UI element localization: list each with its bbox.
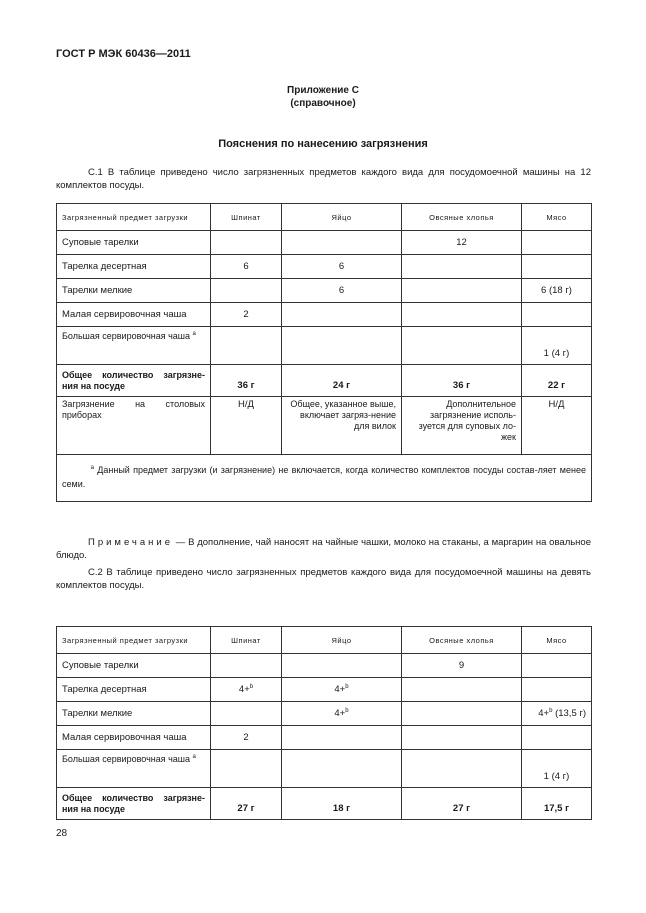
table-row: Тарелки мелкие 4+$^b$ 4+$^b$ (13,5 г) — [57, 702, 592, 726]
note-text: — В дополнение, чай наносят на чайные чашки, молоко на стаканы, а маргарин на овальное блюдо. — [56, 537, 591, 561]
footnote-text: Данный предмет загрузки (и загрязнение) не включается, когда количество комплектов посуды состав-ляет менее семи. — [62, 465, 586, 489]
col-header-item: Загрязненный предмет загрузки — [57, 627, 211, 654]
table-row: Большая сервировочная чаша $^a$ 1 (4 г) — [57, 750, 592, 788]
appendix-heading — [0, 84, 646, 110]
table-total-row: Общее количество загрязне-ния на посуде 36 г 24 г 36 г 22 г — [57, 365, 592, 397]
table-row: Малая сервировочная чаша 2 — [57, 303, 592, 327]
page-number: 28 — [56, 828, 68, 839]
col-header-meat: Мясо — [522, 627, 592, 654]
doc-header: ГОСТ Р МЭК 60436—2011 — [56, 48, 191, 60]
table-cutlery-row: Загрязнение на столовых приборах Н/Д Общее, указанное выше, включает загряз-нение для вилок Дополнительное загрязнение исполь-зуется для суповых ло-жек Н/Д — [57, 397, 592, 455]
col-header-oats: Овсяные хлопья — [402, 627, 522, 654]
table-row: Тарелка десертная 4+$^b$ 4+$^b$ — [57, 678, 592, 702]
table-row: Тарелка десертная 6 6 — [57, 255, 592, 279]
col-header-meat: Мясо — [522, 204, 592, 231]
table-row: Тарелки мелкие 6 6 (18 г) — [57, 279, 592, 303]
appendix-subtitle: (справочное) — [290, 98, 356, 109]
table-total-row: Общее количество загрязне-ния на посуде 27 г 18 г 27 г 17,5 г — [57, 788, 592, 820]
table-header-row — [57, 204, 592, 231]
section-title: Пояснения по нанесению загрязнения — [218, 138, 428, 150]
col-header-egg: Яйцо — [282, 204, 402, 231]
table-row: Малая сервировочная чаша 2 — [57, 726, 592, 750]
table-header-row — [57, 627, 592, 654]
paragraph-c1: С.1 В таблице приведено число загрязненных предметов каждого вида для посудомоечной машины на 12 комплектов посуды. — [56, 167, 591, 191]
col-header-oats: Овсяные хлопья — [402, 204, 522, 231]
col-header-egg: Яйцо — [282, 627, 402, 654]
col-header-spinach: Шпинат — [211, 627, 282, 654]
col-header-spinach: Шпинат — [211, 204, 282, 231]
col-header-item: Загрязненный предмет загрузки — [57, 204, 211, 231]
table-footnote-row: $^a$ Данный предмет загрузки (и загрязнение) не включается, когда количество комплектов посуды состав-ляет менее семи. — [57, 455, 592, 502]
table-row: Суповые тарелки 12 — [57, 231, 592, 255]
table-row: Суповые тарелки 9 — [57, 654, 592, 678]
table-row: Большая сервировочная чаша $^a$ 1 (4 г) — [57, 327, 592, 365]
table-12-sets — [56, 203, 592, 502]
note-paragraph — [56, 536, 591, 562]
paragraph-c2: С.2 В таблице приведено число загрязненных предметов каждого вида для посудомоечной машины на девять комплектов посуды. — [56, 567, 591, 591]
note-label: Примечание — [88, 537, 173, 548]
table-9-sets — [56, 626, 592, 820]
appendix-title: Приложение С — [287, 85, 359, 96]
